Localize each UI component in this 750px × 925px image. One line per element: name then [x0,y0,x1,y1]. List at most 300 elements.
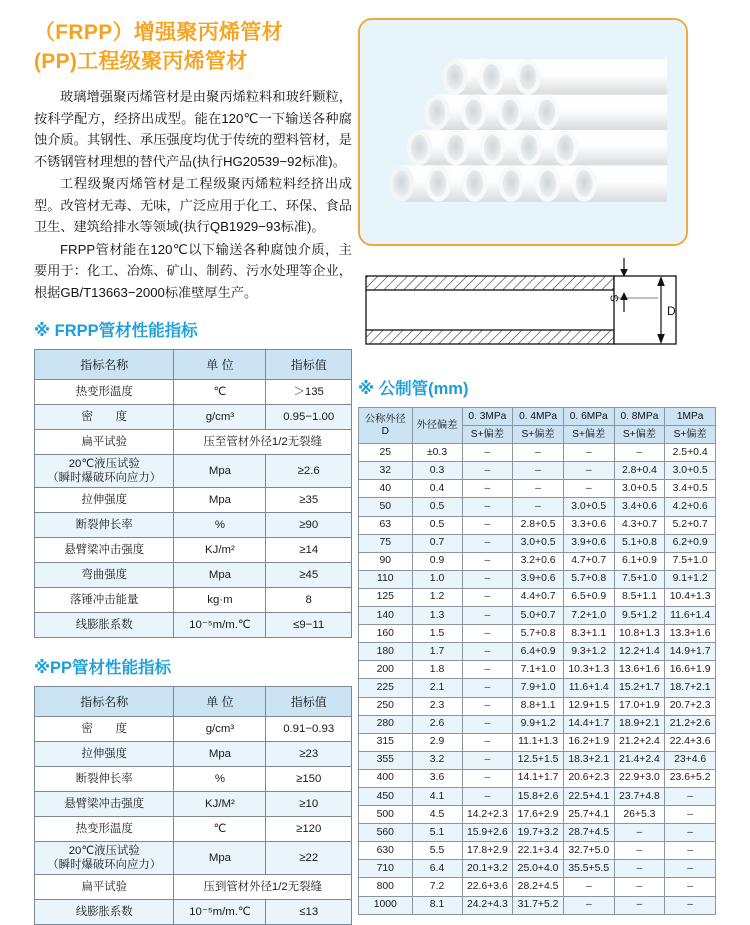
cell-wall-thickness: 3.9+0.6 [563,534,614,552]
spec-name-cell: 扁平试验 [35,875,174,900]
spec-unit-cell: 10⁻⁵m/m.℃ [174,613,266,638]
spec-name-cell: 悬臂梁冲击强度 [35,538,174,563]
column-header-nominal-diameter: 公称外径 D [359,408,413,444]
spec-name-cell: 20℃液压试验 （瞬时爆破环向应力） [35,842,174,875]
pipe-dimension-drawing [358,256,688,361]
cell-wall-thickness: 3.0+0.5 [614,480,665,498]
cell-wall-thickness: – [563,462,614,480]
cell-diameter-tolerance: 1.7 [412,643,462,661]
cell-wall-thickness: 3.0+0.5 [665,462,716,480]
frpp-section-heading: ※ FRPP管材性能指标 [34,322,198,340]
table-row [35,405,352,430]
cell-wall-thickness: 6.5+0.9 [563,588,614,606]
cell-nominal-diameter: 280 [359,715,413,733]
table-row [35,900,352,925]
spec-unit-cell: Mpa [174,455,266,488]
table-row [359,733,716,751]
spec-value-cell: 8 [266,588,352,613]
cell-wall-thickness: – [462,462,513,480]
right-column [358,18,716,915]
cell-wall-thickness: – [614,444,665,462]
cell-wall-thickness: – [462,534,513,552]
table-row [359,588,716,606]
table-row [359,480,716,498]
cell-wall-thickness: – [462,588,513,606]
table-row [359,824,716,842]
spec-name-cell: 热变形温度 [35,380,174,405]
cell-wall-thickness: 9.1+1.2 [665,570,716,588]
cell-wall-thickness: – [665,878,716,896]
spec-unit-cell: kg·m [174,588,266,613]
left-column [34,18,352,925]
cell-diameter-tolerance: 0.3 [412,462,462,480]
intro-paragraph-3: FRPP管材能在120℃以下输送各种腐蚀介质，主要用于：化工、冶炼、矿山、制药、污水处理等企业，根据GB/T13663−2000标准壁厚生产。 [34,241,352,300]
table-row [35,430,352,455]
table-row [35,717,352,742]
spec-value-cell: ≥35 [266,488,352,513]
pipe-cross-section-diagram [358,256,688,361]
cell-diameter-tolerance: 0.9 [412,552,462,570]
cell-wall-thickness: 26+5.3 [614,806,665,824]
cell-nominal-diameter: 180 [359,643,413,661]
table-row [359,842,716,860]
cell-wall-thickness: 13.6+1.6 [614,661,665,679]
cell-wall-thickness: 22.5+4.1 [563,787,614,805]
cell-nominal-diameter: 50 [359,498,413,516]
cell-wall-thickness: 8.5+1.1 [614,588,665,606]
cell-wall-thickness: – [614,896,665,914]
spec-name-cell: 密 度 [35,405,174,430]
table-row [35,588,352,613]
cell-wall-thickness: 3.4+0.5 [665,480,716,498]
cell-wall-thickness: 5.1+0.8 [614,534,665,552]
cell-wall-thickness: 14.4+1.7 [563,715,614,733]
cell-diameter-tolerance: 0.5 [412,498,462,516]
cell-wall-thickness: – [462,751,513,769]
cell-wall-thickness: 15.9+2.6 [462,824,513,842]
cell-wall-thickness: – [665,842,716,860]
spec-unit-cell: g/cm³ [174,717,266,742]
cell-diameter-tolerance: 1.0 [412,570,462,588]
cell-wall-thickness: 7.9+1.0 [513,679,564,697]
spec-unit-cell: 压至管材外径1/2无裂缝 [174,430,352,455]
cell-diameter-tolerance: 1.5 [412,625,462,643]
cell-wall-thickness: 11.1+1.3 [513,733,564,751]
cell-wall-thickness: 35.5+5.5 [563,860,614,878]
cell-wall-thickness: 10.4+1.3 [665,588,716,606]
spec-value-cell: ≤9−11 [266,613,352,638]
column-header-unit: 单 位 [174,687,266,717]
cell-wall-thickness: – [665,806,716,824]
cell-wall-thickness: 11.6+1.4 [563,679,614,697]
table-row [35,613,352,638]
cell-wall-thickness: 21.2+2.6 [665,715,716,733]
cell-wall-thickness: 9.3+1.2 [563,643,614,661]
table-row [359,607,716,625]
cell-wall-thickness: – [665,824,716,842]
spec-name-cell: 线膨胀系数 [35,900,174,925]
spec-name-cell: 弯曲强度 [35,563,174,588]
pp-spec-table [34,686,352,925]
cell-wall-thickness: 2.8+0.5 [513,516,564,534]
diameter-label: D [667,304,676,318]
table-row [359,444,716,462]
spec-unit-cell: KJ/M² [174,792,266,817]
table-row [359,715,716,733]
cell-wall-thickness: – [614,824,665,842]
cell-wall-thickness: 21.2+2.4 [614,733,665,751]
cell-nominal-diameter: 1000 [359,896,413,914]
intro-text [34,86,352,303]
cell-wall-thickness: 4.4+0.7 [513,588,564,606]
table-row [359,806,716,824]
cell-wall-thickness: 10.8+1.3 [614,625,665,643]
column-subheader-thickness-tolerance: S+偏差 [614,426,665,444]
cell-nominal-diameter: 160 [359,625,413,643]
column-header-diameter-tolerance: 外径偏差 [412,408,462,444]
spec-unit-cell: KJ/m² [174,538,266,563]
cell-wall-thickness: 28.2+4.5 [513,878,564,896]
spec-unit-cell: Mpa [174,742,266,767]
cell-wall-thickness: – [462,480,513,498]
column-header-value: 指标值 [266,350,352,380]
column-subheader-thickness-tolerance: S+偏差 [563,426,614,444]
table-row [359,498,716,516]
table-row [359,679,716,697]
cell-diameter-tolerance: 6.4 [412,860,462,878]
cell-wall-thickness: 16.2+1.9 [563,733,614,751]
cell-wall-thickness: 12.9+1.5 [563,697,614,715]
cell-diameter-tolerance: 2.3 [412,697,462,715]
cell-wall-thickness: 20.6+2.3 [563,769,614,787]
cell-wall-thickness: 4.3+0.7 [614,516,665,534]
spec-unit-cell: 压到管材外径1/2无裂缝 [174,875,352,900]
table-row [359,643,716,661]
spec-unit-cell: ℃ [174,380,266,405]
cell-wall-thickness: – [462,444,513,462]
cell-wall-thickness: – [462,733,513,751]
cell-diameter-tolerance: 7.2 [412,878,462,896]
spec-unit-cell: Mpa [174,842,266,875]
table-row [35,875,352,900]
spec-unit-cell: % [174,767,266,792]
cell-diameter-tolerance: 2.6 [412,715,462,733]
cell-wall-thickness: 16.6+1.9 [665,661,716,679]
cell-wall-thickness: 22.6+3.6 [462,878,513,896]
cell-wall-thickness: 17.0+1.9 [614,697,665,715]
frpp-spec-table [34,349,352,638]
cell-diameter-tolerance: 4.5 [412,806,462,824]
table-row [359,896,716,914]
column-subheader-thickness-tolerance: S+偏差 [513,426,564,444]
metric-section-heading: ※ 公制管(mm) [358,380,469,398]
cell-wall-thickness: 14.1+1.7 [513,769,564,787]
cell-wall-thickness: – [563,444,614,462]
table-row [359,625,716,643]
cell-wall-thickness: 9.9+1.2 [513,715,564,733]
column-subheader-thickness-tolerance: S+偏差 [462,426,513,444]
table-row [359,661,716,679]
table-header-row [35,687,352,717]
cell-nominal-diameter: 140 [359,607,413,625]
cell-diameter-tolerance: 1.3 [412,607,462,625]
spec-name-cell: 断裂伸长率 [35,513,174,538]
spec-name-cell: 扁平试验 [35,430,174,455]
cell-nominal-diameter: 315 [359,733,413,751]
cell-wall-thickness: 20.1+3.2 [462,860,513,878]
cell-wall-thickness: – [513,480,564,498]
cell-wall-thickness: 18.9+2.1 [614,715,665,733]
spec-name-cell: 拉伸强度 [35,742,174,767]
cell-wall-thickness: 6.4+0.9 [513,643,564,661]
column-header-name: 指标名称 [35,687,174,717]
spec-unit-cell: ℃ [174,817,266,842]
cell-wall-thickness: – [513,462,564,480]
cell-wall-thickness: – [462,498,513,516]
cell-nominal-diameter: 250 [359,697,413,715]
spec-value-cell: 0.95−1.00 [266,405,352,430]
cell-wall-thickness: 10.3+1.3 [563,661,614,679]
column-header-pressure: 0. 4MPa [513,408,564,426]
cell-diameter-tolerance: 2.1 [412,679,462,697]
cell-wall-thickness: 15.2+1.7 [614,679,665,697]
table-header-row [35,350,352,380]
cell-wall-thickness: 17.8+2.9 [462,842,513,860]
intro-paragraph-2: 工程级聚丙烯管材是工程级聚丙烯粒料经挤出成型。改管材无毒、无味，广泛应用于化工、环保、食品卫生、建筑给排水等领域(执行QB1929−93标准)。 [34,176,352,234]
cell-diameter-tolerance: 1.8 [412,661,462,679]
cell-wall-thickness: – [665,787,716,805]
spec-value-cell: ≥150 [266,767,352,792]
cell-wall-thickness: 9.5+1.2 [614,607,665,625]
cell-nominal-diameter: 355 [359,751,413,769]
cell-wall-thickness: 6.1+0.9 [614,552,665,570]
cell-wall-thickness: 14.9+1.7 [665,643,716,661]
cell-wall-thickness: 23+4.6 [665,751,716,769]
cell-wall-thickness: 2.8+0.4 [614,462,665,480]
cell-nominal-diameter: 90 [359,552,413,570]
cell-wall-thickness: – [462,661,513,679]
cell-wall-thickness: – [614,842,665,860]
cell-diameter-tolerance: 8.1 [412,896,462,914]
cell-wall-thickness: 23.6+5.2 [665,769,716,787]
cell-wall-thickness: – [462,625,513,643]
cell-wall-thickness: 22.1+3.4 [513,842,564,860]
pipes-illustration [360,20,686,244]
cell-wall-thickness: 3.2+0.6 [513,552,564,570]
cell-wall-thickness: – [462,769,513,787]
spec-unit-cell: Mpa [174,488,266,513]
cell-wall-thickness: 17.6+2.9 [513,806,564,824]
cell-nominal-diameter: 200 [359,661,413,679]
cell-wall-thickness: 22.9+3.0 [614,769,665,787]
column-header-pressure: 0. 8MPa [614,408,665,426]
cell-wall-thickness: 3.0+0.5 [563,498,614,516]
table-row [359,860,716,878]
cell-wall-thickness: 11.6+1.4 [665,607,716,625]
column-header-value: 指标值 [266,687,352,717]
spec-value-cell: ≥22 [266,842,352,875]
cell-wall-thickness: 15.8+2.6 [513,787,564,805]
cell-wall-thickness: – [563,896,614,914]
cell-wall-thickness: 5.2+0.7 [665,516,716,534]
cell-wall-thickness: 12.2+1.4 [614,643,665,661]
cell-diameter-tolerance: 3.2 [412,751,462,769]
table-header-row [359,408,716,426]
cell-wall-thickness: – [462,643,513,661]
cell-diameter-tolerance: ±0.3 [412,444,462,462]
cell-wall-thickness: 3.4+0.6 [614,498,665,516]
spec-unit-cell: Mpa [174,563,266,588]
spec-name-cell: 断裂伸长率 [35,767,174,792]
cell-wall-thickness: 12.5+1.5 [513,751,564,769]
cell-wall-thickness: 5.0+0.7 [513,607,564,625]
spec-name-cell: 线膨胀系数 [35,613,174,638]
cell-wall-thickness: 3.9+0.6 [513,570,564,588]
spec-name-cell: 20℃液压试验 （瞬时爆破环向应力） [35,455,174,488]
table-row [35,767,352,792]
spec-value-cell: ≥90 [266,513,352,538]
spec-value-cell: ≥10 [266,792,352,817]
cell-nominal-diameter: 125 [359,588,413,606]
cell-wall-thickness: – [462,607,513,625]
cell-diameter-tolerance: 5.1 [412,824,462,842]
cell-wall-thickness: 7.1+1.0 [513,661,564,679]
cell-wall-thickness: 5.7+0.8 [563,570,614,588]
spec-name-cell: 密 度 [35,717,174,742]
spec-unit-cell: g/cm³ [174,405,266,430]
table-row [359,552,716,570]
table-row [359,697,716,715]
spec-value-cell: ＞135 [266,380,352,405]
spec-unit-cell: 10⁻⁵m/m.℃ [174,900,266,925]
cell-diameter-tolerance: 1.2 [412,588,462,606]
table-row [359,462,716,480]
cell-wall-thickness: 7.2+1.0 [563,607,614,625]
table-row [359,570,716,588]
cell-wall-thickness: 23.7+4.8 [614,787,665,805]
cell-nominal-diameter: 25 [359,444,413,462]
cell-wall-thickness: 8.3+1.1 [563,625,614,643]
cell-wall-thickness: 18.3+2.1 [563,751,614,769]
spec-value-cell: ≥45 [266,563,352,588]
cell-wall-thickness: – [462,787,513,805]
table-row [35,488,352,513]
intro-paragraph-1: 玻璃增强聚丙烯管材是由聚丙烯粒料和玻纤颗粒，按科学配方，经挤出成型。能在120℃一下输送各种腐蚀介质。其钢性、承压强度均优于传统的塑料管材，是不锈钢管材理想的替代产品(执行HG20539−92标准)。 [34,89,352,169]
spec-name-cell: 拉伸强度 [35,488,174,513]
table-row [35,842,352,875]
cell-nominal-diameter: 75 [359,534,413,552]
cell-wall-thickness: – [462,697,513,715]
column-header-pressure: 1MPa [665,408,716,426]
thickness-label: S [609,294,621,302]
table-row [35,513,352,538]
cell-diameter-tolerance: 4.1 [412,787,462,805]
cell-wall-thickness: 5.7+0.8 [513,625,564,643]
cell-diameter-tolerance: 0.5 [412,516,462,534]
cell-diameter-tolerance: 0.4 [412,480,462,498]
pp-section-heading: ※PP管材性能指标 [34,659,172,677]
cell-nominal-diameter: 800 [359,878,413,896]
cell-wall-thickness: – [614,860,665,878]
cell-nominal-diameter: 225 [359,679,413,697]
cell-wall-thickness: 18.7+2.1 [665,679,716,697]
page-title-line-1: （FRPP）增强聚丙烯管材 [34,21,283,44]
cell-nominal-diameter: 630 [359,842,413,860]
cell-wall-thickness: 3.3+0.6 [563,516,614,534]
table-row [359,516,716,534]
table-row [359,769,716,787]
cell-wall-thickness: – [462,679,513,697]
cell-diameter-tolerance: 2.9 [412,733,462,751]
metric-section [358,375,716,915]
cell-diameter-tolerance: 0.7 [412,534,462,552]
cell-wall-thickness: 28.7+4.5 [563,824,614,842]
table-row [35,792,352,817]
cell-nominal-diameter: 560 [359,824,413,842]
cell-wall-thickness: – [614,878,665,896]
table-row [35,817,352,842]
cell-wall-thickness: 32.7+5.0 [563,842,614,860]
spec-value-cell: ≥14 [266,538,352,563]
cell-wall-thickness: 14.2+2.3 [462,806,513,824]
cell-wall-thickness: 25.0+4.0 [513,860,564,878]
cell-nominal-diameter: 450 [359,787,413,805]
cell-nominal-diameter: 500 [359,806,413,824]
spec-name-cell: 落锤冲击能量 [35,588,174,613]
table-row [35,742,352,767]
spec-value-cell: ≥23 [266,742,352,767]
table-row [35,380,352,405]
metric-pipe-table [358,407,716,915]
cell-wall-thickness: 13.3+1.6 [665,625,716,643]
table-row [359,534,716,552]
cell-nominal-diameter: 110 [359,570,413,588]
spec-name-cell: 悬臂梁冲击强度 [35,792,174,817]
cell-nominal-diameter: 40 [359,480,413,498]
cell-nominal-diameter: 63 [359,516,413,534]
cell-wall-thickness: 22.4+3.6 [665,733,716,751]
table-row [359,787,716,805]
cell-wall-thickness: 2.5+0.4 [665,444,716,462]
cell-wall-thickness: 3.0+0.5 [513,534,564,552]
page-title-line-2: (PP)工程级聚丙烯管材 [34,50,248,73]
spec-value-cell: ≥2.6 [266,455,352,488]
cell-wall-thickness: 4.2+0.6 [665,498,716,516]
cell-wall-thickness: – [563,480,614,498]
column-subheader-thickness-tolerance: S+偏差 [665,426,716,444]
table-row [359,878,716,896]
table-row [35,455,352,488]
cell-wall-thickness: 31.7+5.2 [513,896,564,914]
cell-wall-thickness: 25.7+4.1 [563,806,614,824]
product-photo [358,18,688,246]
cell-wall-thickness: 4.7+0.7 [563,552,614,570]
cell-wall-thickness: 7.5+1.0 [614,570,665,588]
cell-wall-thickness: 8.8+1.1 [513,697,564,715]
table-row [35,563,352,588]
spec-unit-cell: % [174,513,266,538]
cell-diameter-tolerance: 5.5 [412,842,462,860]
column-header-pressure: 0. 3MPa [462,408,513,426]
table-row [359,751,716,769]
cell-wall-thickness: – [462,552,513,570]
spec-value-cell: 0.91−0.93 [266,717,352,742]
cell-wall-thickness: – [462,570,513,588]
page-title [34,18,352,76]
cell-wall-thickness: – [563,878,614,896]
cell-wall-thickness: – [513,444,564,462]
cell-wall-thickness: – [462,715,513,733]
